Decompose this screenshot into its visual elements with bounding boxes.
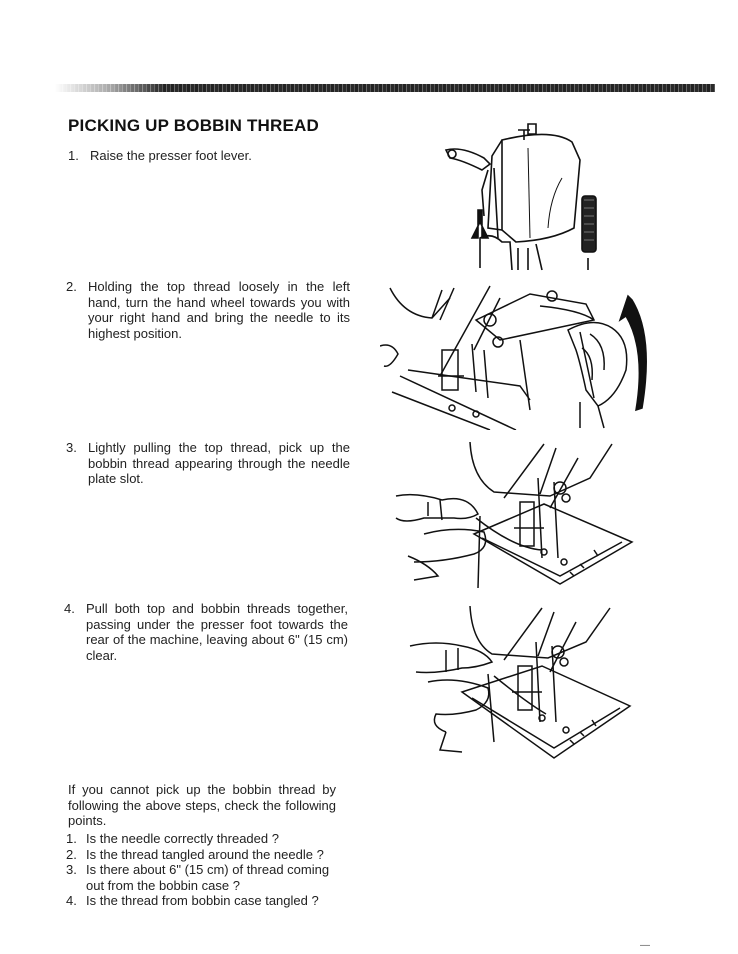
checklist-item-2-number: 2.	[66, 846, 77, 862]
checklist-item-4-text: Is the thread from bobbin case tangled ?	[86, 893, 319, 908]
step-4	[64, 601, 352, 665]
illustration-pick-up-bobbin-thread	[394, 438, 634, 588]
checklist-item-1-text: Is the needle correctly threaded ?	[86, 831, 279, 846]
step-4-number: 4.	[64, 601, 75, 616]
header-rule-fade	[55, 84, 165, 92]
illustration-turn-hand-wheel	[380, 280, 658, 430]
step-1-text: Raise the presser foot lever.	[90, 148, 252, 163]
step-2-number: 2.	[66, 279, 77, 294]
checklist-item-4-number: 4.	[66, 893, 77, 908]
step-1-number: 1.	[68, 148, 79, 163]
checklist-item-1-number: 1.	[66, 831, 77, 846]
illustration-presser-foot-lever	[432, 118, 612, 274]
page-number: —	[640, 940, 650, 951]
checklist-item-1	[66, 831, 356, 847]
step-2	[66, 279, 352, 343]
checklist-item-3-text: Is there about 6" (15 cm) of thread coming out from the bobbin case ?	[86, 862, 330, 893]
step-4-text: Pull both top and bobbin threads together, passing under the presser foot towards the rear of the machine, leaving about 6" (15 cm) clear.	[86, 601, 348, 663]
step-1	[68, 148, 358, 168]
checklist-item-3	[66, 862, 356, 893]
troubleshooting-note: If you cannot pick up the bobbin thread by following the above steps, check the following points.	[68, 782, 336, 828]
checklist-item-2-text: Is the thread tangled around the needle ?	[86, 846, 324, 862]
step-2-text: Holding the top thread loosely in the left hand, turn the hand wheel towards you with your right hand and bring the needle to its highest position.	[88, 279, 350, 341]
illustration-pull-threads-rear	[406, 602, 634, 762]
step-3-number: 3.	[66, 440, 77, 455]
step-3-text: Lightly pulling the top thread, pick up the bobbin thread appearing through the needle plate slot.	[88, 440, 350, 486]
checklist-item-4	[66, 893, 356, 909]
section-title: PICKING UP BOBBIN THREAD	[68, 116, 320, 135]
step-3	[66, 440, 352, 488]
checklist-item-3-number: 3.	[66, 862, 77, 877]
troubleshooting-checklist	[66, 831, 356, 909]
checklist-item-2	[66, 847, 356, 863]
